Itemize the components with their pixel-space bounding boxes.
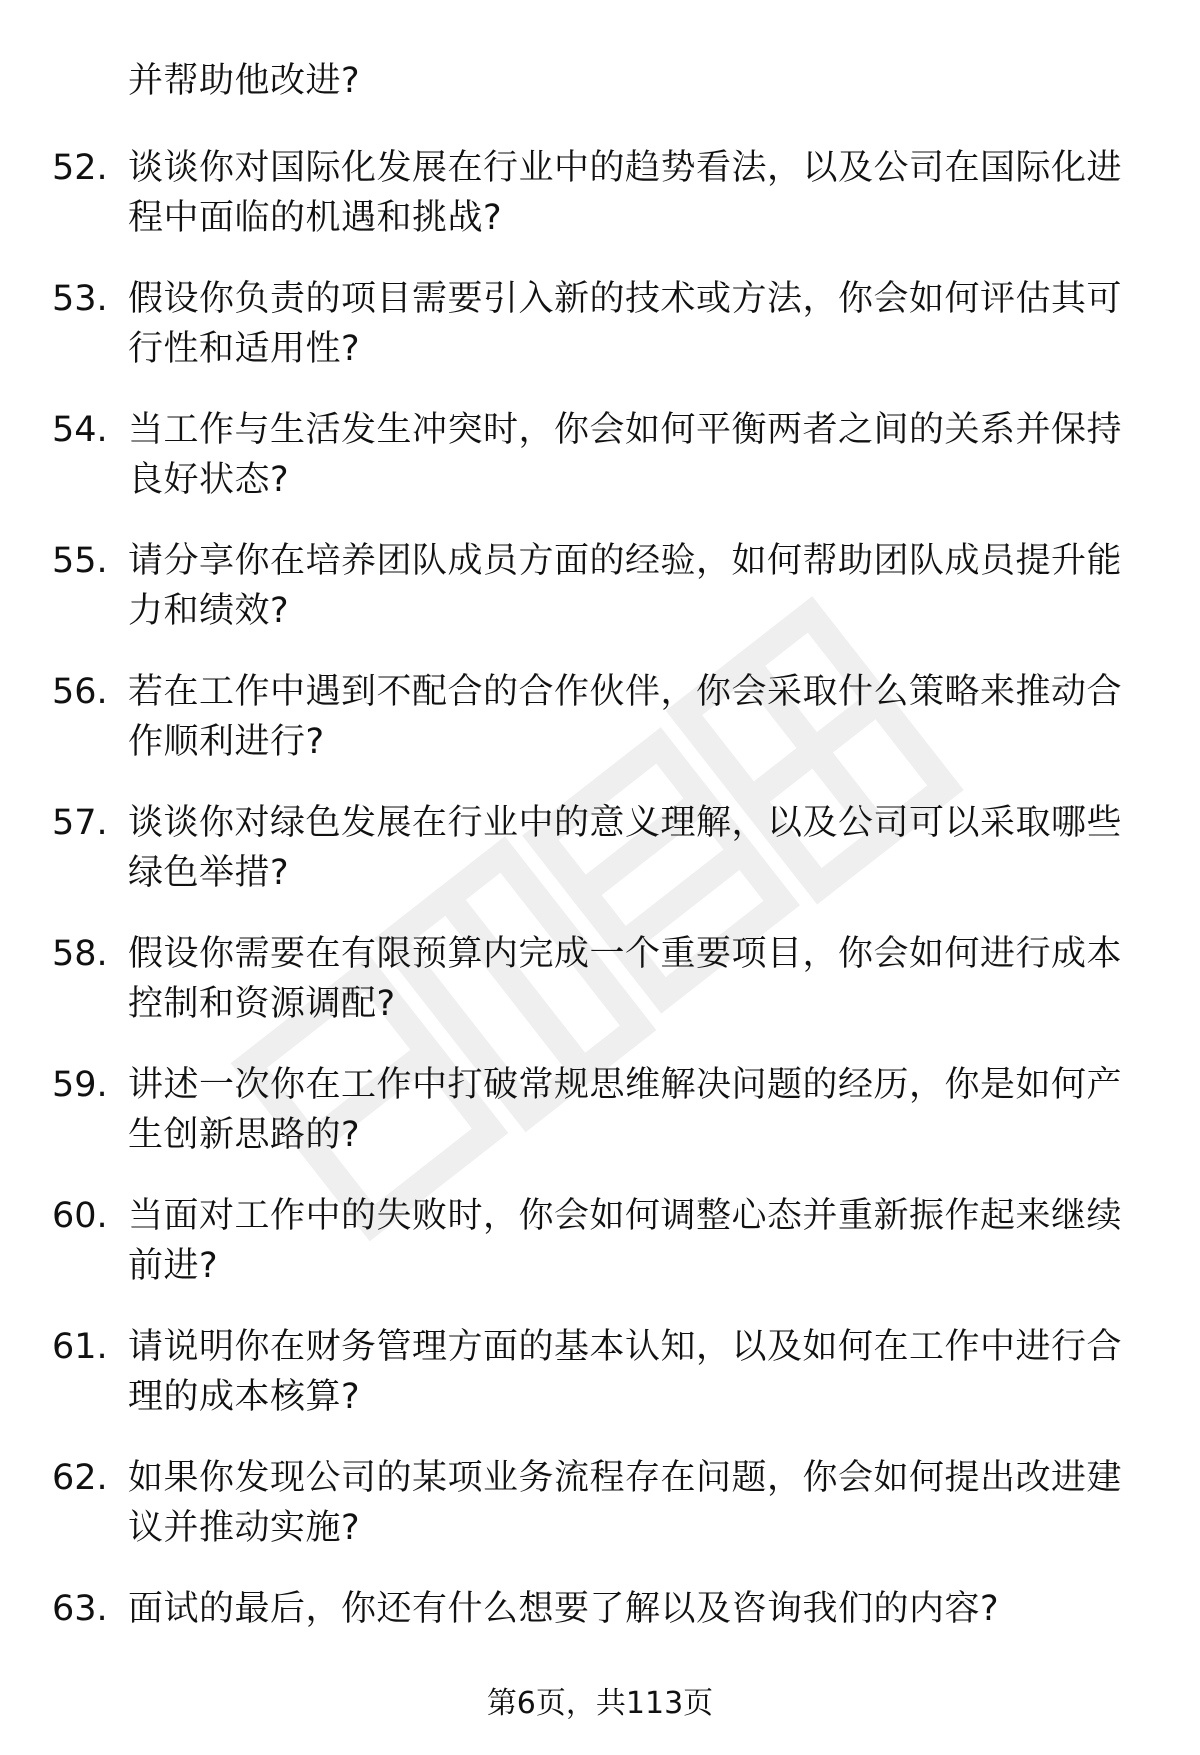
question-text: 讲述一次你在工作中打破常规思维解决问题的经历，你是如何产生创新思路的? — [128, 1065, 1123, 1155]
question-item — [52, 667, 1142, 798]
question-number: 58. — [52, 934, 108, 974]
question-number: 63. — [52, 1589, 108, 1629]
question-number: 54. — [52, 410, 108, 450]
question-text: 如果你发现公司的某项业务流程存在问题，你会如何提出改进建议并推动实施? — [128, 1458, 1123, 1548]
question-text: 面试的最后，你还有什么想要了解以及咨询我们的内容? — [128, 1589, 1000, 1629]
question-item — [52, 929, 1142, 1060]
question-text: 当工作与生活发生冲突时，你会如何平衡两者之间的关系并保持良好状态? — [128, 410, 1123, 500]
question-item — [52, 1191, 1142, 1322]
question-text: 当面对工作中的失败时，你会如何调整心态并重新振作起来继续前进? — [128, 1196, 1123, 1286]
question-number: 61. — [52, 1327, 108, 1367]
question-text: 若在工作中遇到不配合的合作伙伴，你会采取什么策略来推动合作顺利进行? — [128, 672, 1123, 762]
question-number: 59. — [52, 1065, 108, 1105]
question-text: 请分享你在培养团队成员方面的经验，如何帮助团队成员提升能力和绩效? — [128, 541, 1123, 631]
question-text: 假设你负责的项目需要引入新的技术或方法，你会如何评估其可行性和适用性? — [128, 279, 1123, 369]
continued-question-text: 并帮助他改进? — [128, 61, 361, 101]
question-item — [52, 798, 1142, 929]
question-list — [52, 143, 1142, 1715]
page-footer: 第6页，共113页 — [486, 1686, 714, 1721]
question-text: 假设你需要在有限预算内完成一个重要项目，你会如何进行成本控制和资源调配? — [128, 934, 1123, 1024]
question-number: 62. — [52, 1458, 108, 1498]
question-number: 56. — [52, 672, 108, 712]
question-item — [52, 405, 1142, 536]
question-number: 57. — [52, 803, 108, 843]
question-text: 请说明你在财务管理方面的基本认知，以及如何在工作中进行合理的成本核算? — [128, 1327, 1123, 1417]
question-item — [52, 1453, 1142, 1584]
question-item — [52, 1060, 1142, 1191]
question-text: 谈谈你对绿色发展在行业中的意义理解，以及公司可以采取哪些绿色举措? — [128, 803, 1123, 893]
question-item — [52, 536, 1142, 667]
question-number: 60. — [52, 1196, 108, 1236]
question-number: 52. — [52, 148, 108, 188]
question-item — [52, 143, 1142, 274]
question-text: 谈谈你对国际化发展在行业中的趋势看法，以及公司在国际化进程中面临的机遇和挑战? — [128, 148, 1123, 238]
question-item — [52, 274, 1142, 405]
question-item — [52, 1322, 1142, 1453]
question-number: 55. — [52, 541, 108, 581]
question-number: 53. — [52, 279, 108, 319]
